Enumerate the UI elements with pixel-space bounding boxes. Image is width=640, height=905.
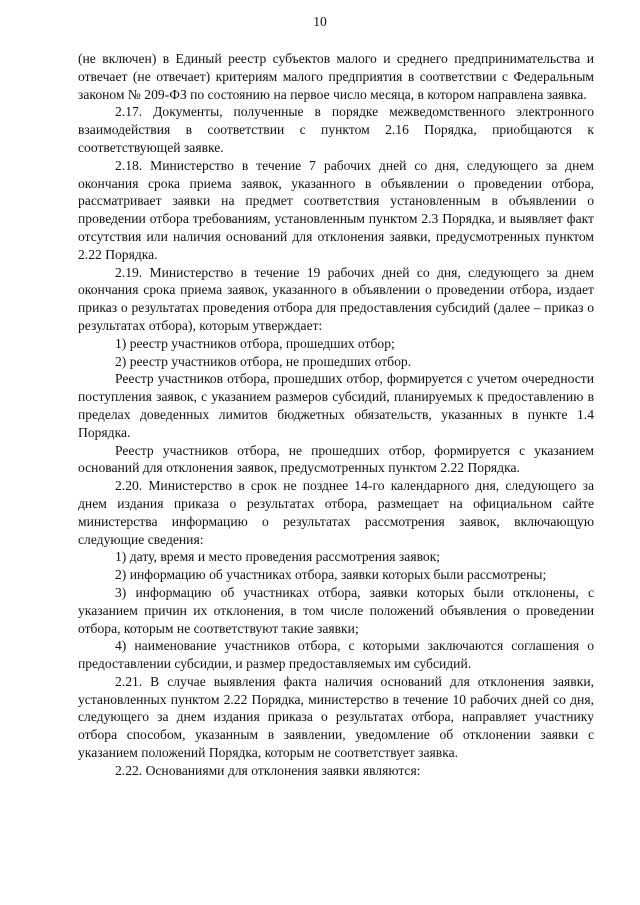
paragraph-2-18: 2.18. Министерство в течение 7 рабочих дней со дня, следующего за днем окончания срока приема заявок, указанного в объявлении о проведении отбора, рассматривает заявки на предмет соответствия установленным в объявлении о проведении отбора требованиям, установленным пунктом 2.3 Порядка, и выявляет факт отсутствия или наличия оснований для отклонения заявки, предусмотренных пунктом 2.22 Порядка. xyxy=(78,157,594,262)
paragraph-2-19: 2.19. Министерство в течение 19 рабочих дней со дня, следующего за днем окончания срока приема заявок, указанного в объявлении о проведении отбора, издает приказ о результатах проведения отбора для предоставления субсидий (далее – приказ о результатах отбора), которым утверждает: xyxy=(78,264,594,333)
list-item-2-19-2: 2) реестр участников отбора, не прошедших отбор. xyxy=(115,353,412,369)
list-item-2-19-1: 1) реестр участников отбора, прошедших отбор; xyxy=(115,335,395,351)
paragraph-2-21: 2.21. В случае выявления факта наличия оснований для отклонения заявки, установленных пунктом 2.22 Порядка, министерство в течение 10 рабочих дней со дня, следующего за днем издания приказа о результатах отбора, направляет участнику отбора способом, указанным в заявлении, уведомление об отклонении заявки с указанием положений Порядка, которым не соответствует заявка. xyxy=(78,673,594,761)
list-item-2-20-4: 4) наименование участников отбора, с которыми заключаются соглашения о предоставлении субсидии, и размер предоставляемых им субсидий. xyxy=(78,638,594,672)
list-item-2-20-3: 3) информацию об участниках отбора, заявки которых были отклонены, с указанием причин их отклонения, в том числе положений объявления о проведении отбора, которым не соответствуют такие заявки; xyxy=(78,584,594,636)
paragraph-2-17: 2.17. Документы, полученные в порядке межведомственного электронного взаимодействия в соответствии с пунктом 2.16 Порядка, приобщаются к соответствующей заявке. xyxy=(78,104,594,155)
page-number: 10 xyxy=(313,14,327,29)
paragraph-2-20: 2.20. Министерство в срок не позднее 14-го календарного дня, следующего за днем издания приказа о результатах отбора, размещает на официальном сайте министерства информацию о результатах рассмотрения заявок, включающую следующие сведения: xyxy=(78,478,594,547)
paragraph-registry-failed: Реестр участников отбора, не прошедших отбор, формируется с указанием оснований для отклонения заявок, предусмотренных пунктом 2.22 Порядка. xyxy=(78,442,594,476)
paragraph-continuation: (не включен) в Единый реестр субъектов малого и среднего предпринимательства и отвечает (не отвечает) критериям малого предприятия в соответствии с Федеральным законом № 209-ФЗ по состоянию на первое число месяца, в котором направлена заявка. xyxy=(78,51,594,102)
paragraph-registry-passed: Реестр участников отбора, прошедших отбор, формируется с учетом очередности поступления заявок, с указанием размеров субсидий, планируемых к предоставлению в пределах доведенных лимитов бюджетных обязательств, указанных в пункте 1.4 Порядка. xyxy=(78,371,594,440)
document-body xyxy=(78,50,594,780)
list-item-2-20-1: 1) дату, время и место проведения рассмотрения заявок; xyxy=(115,549,441,565)
paragraph-2-22: 2.22. Основаниями для отклонения заявки являются: xyxy=(115,762,421,778)
list-item-2-20-2: 2) информацию об участниках отбора, заявки которых были рассмотрены; xyxy=(115,567,547,583)
